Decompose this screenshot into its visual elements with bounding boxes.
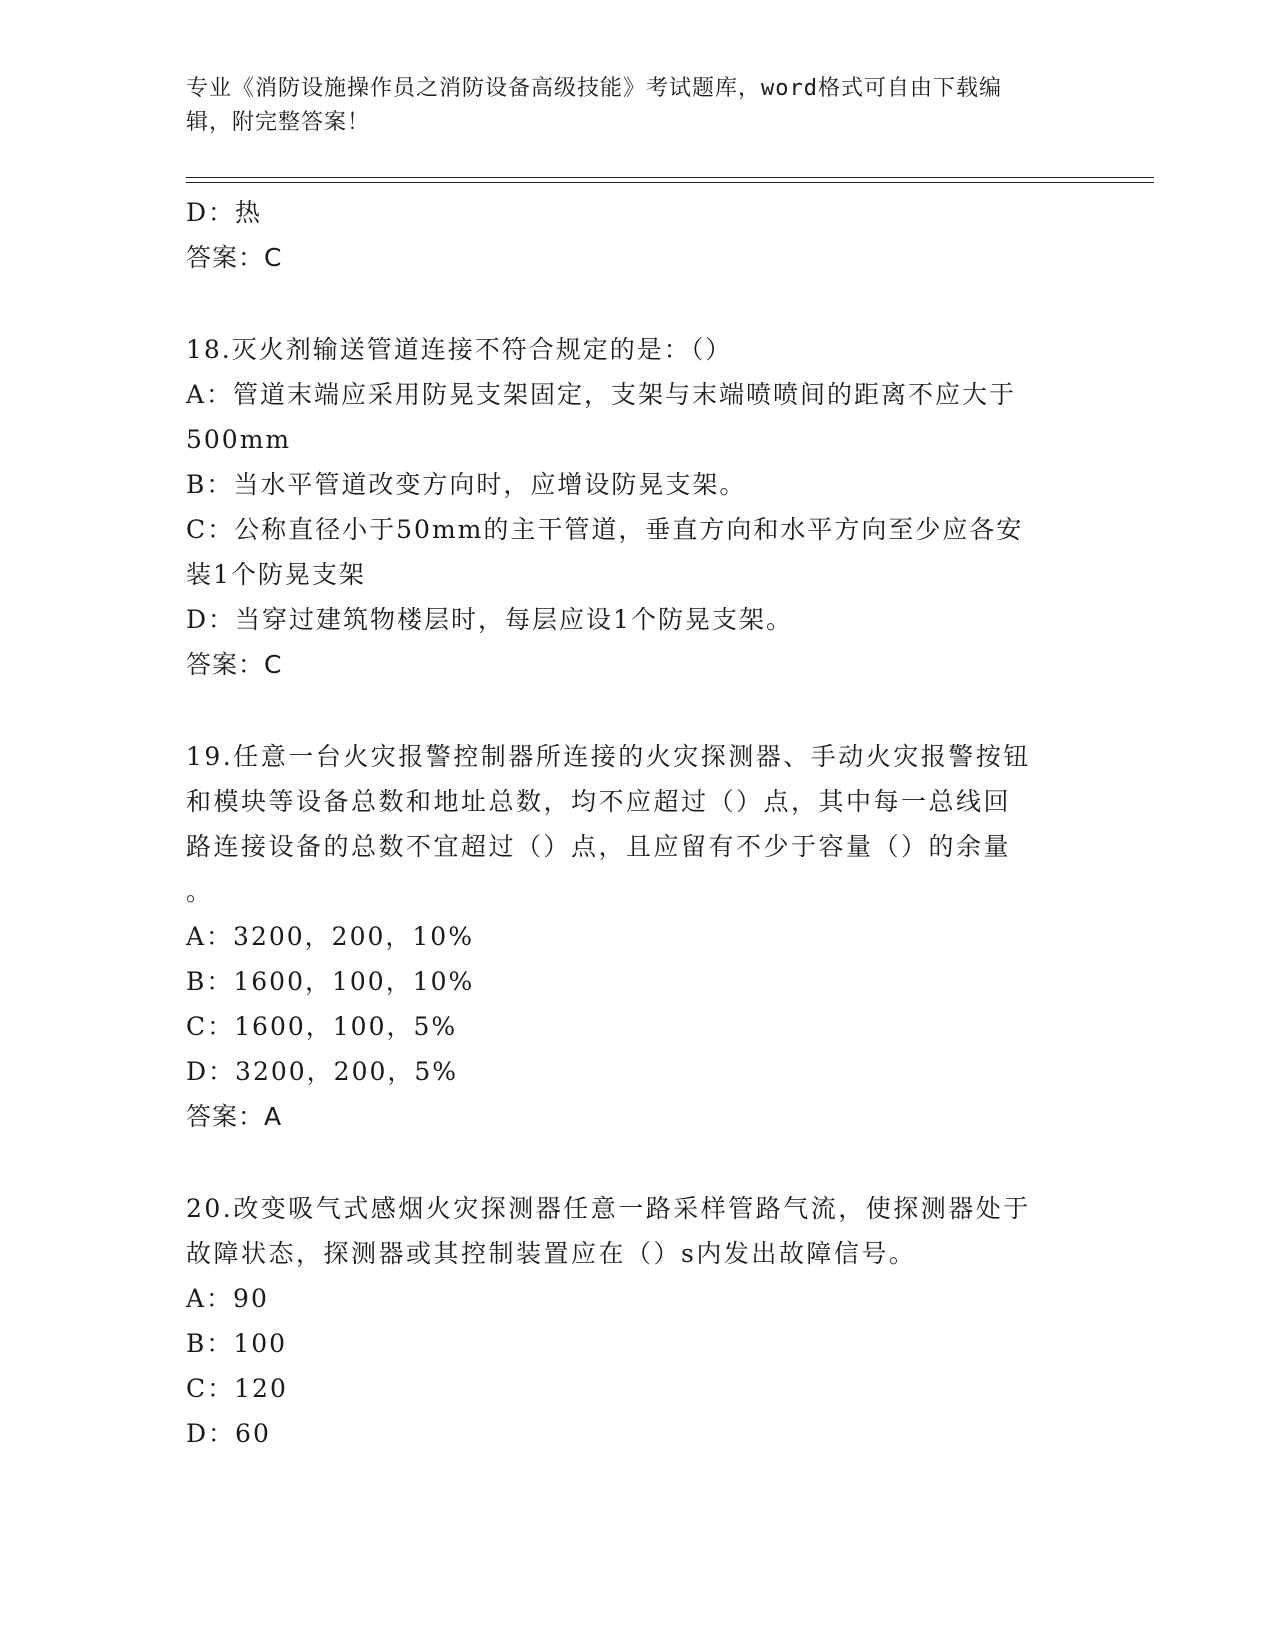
q20-option-c: C：120: [186, 1374, 288, 1403]
prev-answer: 答案：C: [186, 243, 283, 272]
q19-option-c: C：1600，100，5%: [186, 1012, 458, 1041]
header-line-2: 辑，附完整答案！: [186, 110, 371, 135]
q20-option-a: A：90: [186, 1284, 269, 1313]
document-body: [186, 190, 1086, 1456]
q18-option-a-line-2: 500mm: [186, 425, 292, 454]
q19-stem-line-4: 。: [186, 877, 214, 906]
q20-option-d: D：60: [186, 1419, 271, 1448]
q19-stem-line-1: 19.任意一台火灾报警控制器所连接的火灾探测器、手动火灾报警按钮: [186, 742, 1031, 771]
q19-stem-line-3: 路连接设备的总数不宜超过（）点，且应留有不少于容量（）的余量: [186, 832, 1012, 861]
document-header: [186, 72, 1066, 140]
q20-stem-line-1: 20.改变吸气式感烟火灾探测器任意一路采样管路气流，使探测器处于: [186, 1194, 1031, 1223]
q19-option-d: D：3200，200，5%: [186, 1057, 459, 1086]
q19-stem-line-2: 和模块等设备总数和地址总数，均不应超过（）点，其中每一总线回: [186, 787, 1012, 816]
header-divider-top: [186, 177, 1154, 178]
question-20: [186, 1186, 1086, 1276]
q18-stem: 18.灭火剂输送管道连接不符合规定的是：（）: [186, 335, 733, 364]
header-divider-bottom: [186, 182, 1154, 183]
q18-option-c-line-1: C：公称直径小于50mm的主干管道，垂直方向和水平方向至少应各安: [186, 515, 1024, 544]
q19-option-b: B：1600，100，10%: [186, 967, 475, 996]
spacer: [186, 687, 1086, 734]
q20-stem-line-2: 故障状态，探测器或其控制装置应在（）s内发出故障信号。: [186, 1239, 917, 1268]
q18-answer: 答案：C: [186, 650, 283, 679]
prev-option-d: D：热: [186, 198, 263, 227]
spacer: [186, 280, 1086, 327]
q18-option-c-line-2: 装1个防晃支架: [186, 560, 366, 589]
spacer: [186, 1139, 1086, 1186]
question-19: [186, 734, 1086, 914]
q20-option-b: B：100: [186, 1329, 288, 1358]
q19-answer: 答案：A: [186, 1102, 283, 1131]
question-18: [186, 327, 1086, 687]
header-line-1: 专业《消防设施操作员之消防设备高级技能》考试题库，word格式可自由下载编: [186, 76, 1002, 101]
q18-option-a-line-1: A：管道末端应采用防晃支架固定，支架与末端喷喷间的距离不应大于: [186, 380, 1017, 409]
q19-option-a: A：3200，200，10%: [186, 922, 474, 951]
q18-option-b: B：当水平管道改变方向时，应增设防晃支架。: [186, 470, 747, 499]
q18-option-d: D：当穿过建筑物楼层时，每层应设1个防晃支架。: [186, 605, 793, 634]
